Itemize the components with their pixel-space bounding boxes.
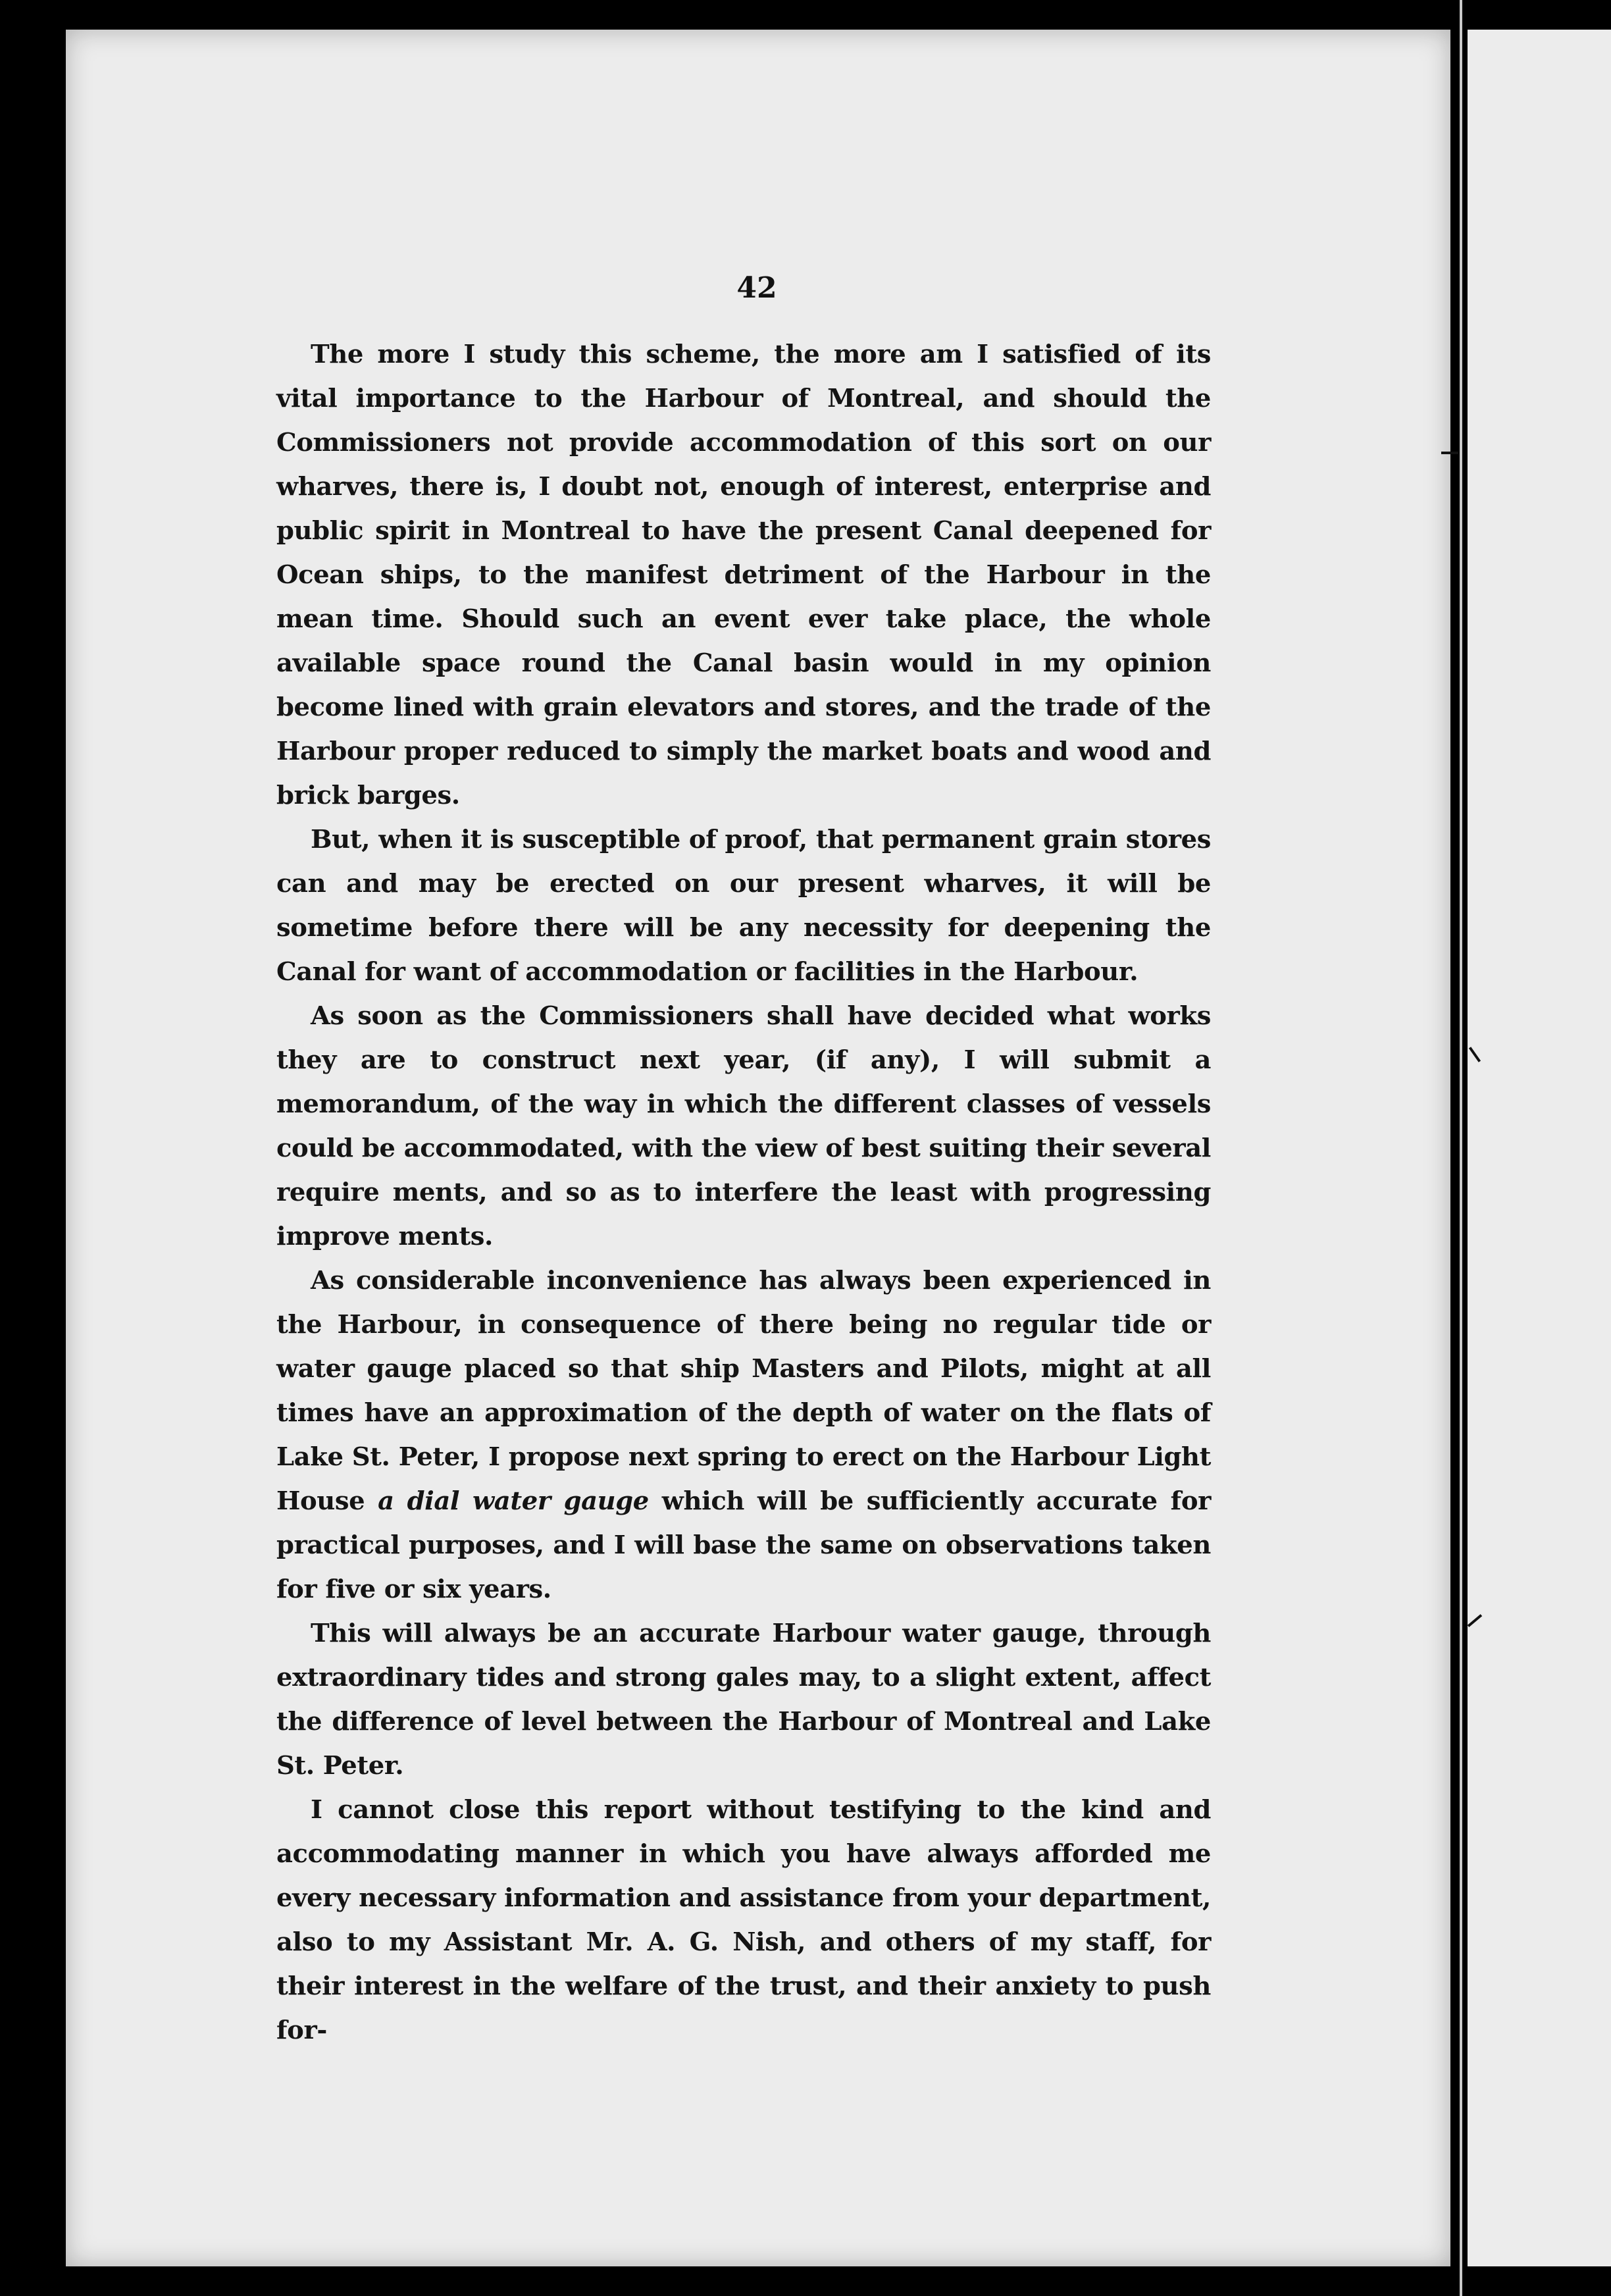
facing-page-edge <box>1468 30 1611 2266</box>
paragraph-4 <box>276 1259 1211 1611</box>
page-gutter <box>1460 0 1462 2296</box>
body-text <box>276 332 1211 2052</box>
paragraph-1: The more I study this scheme, the more am I satisfied of its vital importance to the Harbour of Montreal, and should the Commissioners not provide accommodation of this sort on our wharves, there is, I doubt not, enough of interest, enterprise and public spirit in Montreal to have the present Canal deepened for Ocean ships, to the manifest detriment of the Harbour in the mean time. Should such an event ever take place, the whole available space round the Canal basin would in my opinion become lined with grain elevators and stores, and the trade of the Harbour proper reduced to simply the market boats and wood and brick barges. <box>276 340 1211 810</box>
paragraph-6: I cannot close this report without testifying to the kind and accommodating manner in which you have always afforded me every necessary information and assistance from your department, also to my Assistant Mr. A. G. Nish, and others of my staff, for their interest in the welfare of the trust, and their anxiety to push for- <box>276 1795 1211 2045</box>
dial-water-gauge-italic: a dial water gauge <box>378 1486 649 1516</box>
edge-mark-upper <box>1441 452 1458 454</box>
page-number: 42 <box>736 271 777 305</box>
paragraph-4-text-before: As considerable inconvenience has always been experienced in the Harbour, in consequence of there being no regular tide or water gauge placed so that ship Masters and Pilots, might at all times have an approximation of the depth of water on the flats of Lake St. Peter, I propose next spring to erect on the Harbour Light House <box>276 1266 1211 1516</box>
paragraph-5: This will always be an accurate Harbour water gauge, through extraordinary tides and strong gales may, to a slight extent, affect the difference of level between the Harbour of Montreal and Lake St. Peter. <box>276 1619 1211 1781</box>
paragraph-4-text-after: which will be sufficiently accurate for practical purposes, and I will base the same on observations taken for five or six years. <box>276 1486 1211 1604</box>
paragraph-3: As soon as the Commissioners shall have decided what works they are to construct next year, (if any), I will submit a memorandum, of the way in which the different classes of vessels could be accommodated, with the view of best suiting their several require ments, and so as to interfere the least with progressing improve ments. <box>276 1001 1211 1251</box>
paragraph-2: But, when it is susceptible of proof, that permanent grain stores can and may be erected on our present wharves, it will be sometime before there will be any necessity for deepening the Canal for want of accommodation or facilities in the Harbour. <box>276 825 1211 987</box>
